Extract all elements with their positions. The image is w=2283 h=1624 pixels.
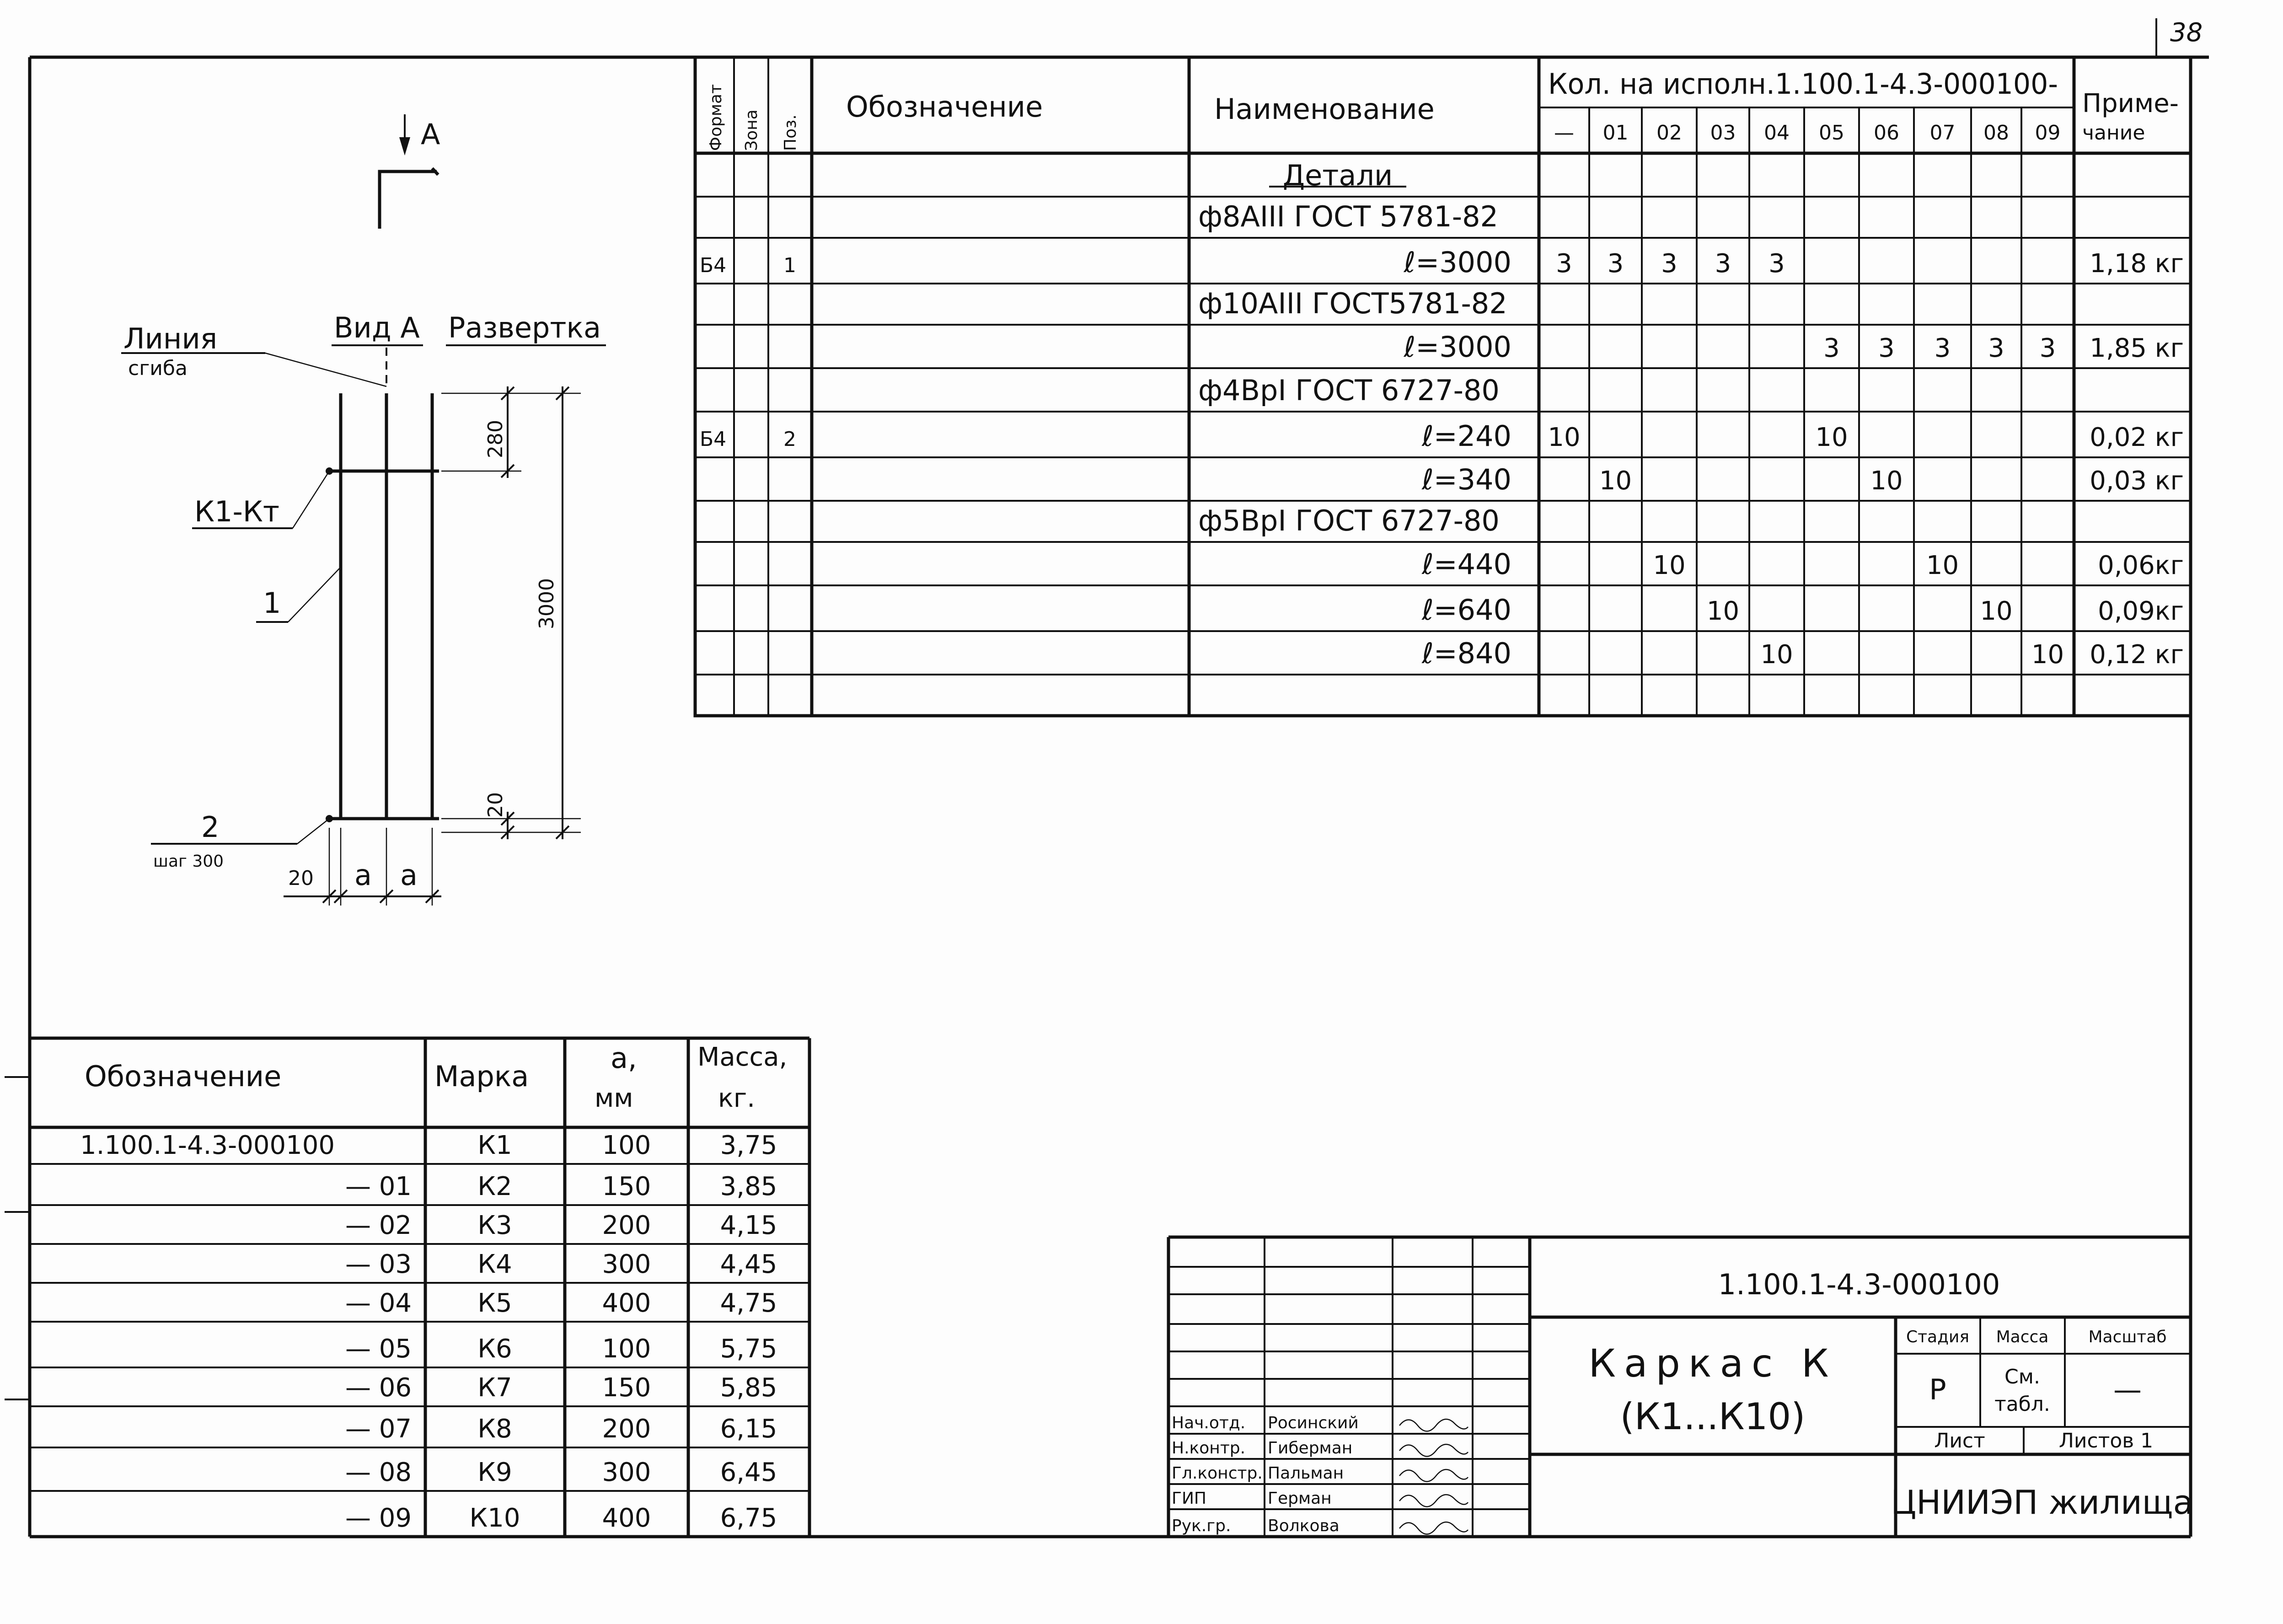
spec-row — [700, 419, 2184, 453]
spec-qty: 3 — [1823, 333, 1840, 363]
spec-qty: 3 — [1769, 249, 1785, 279]
signature-mark — [1399, 1522, 1468, 1534]
signer-name: Росинский — [1268, 1414, 1359, 1432]
position-1-label: 1 — [263, 586, 281, 620]
signer-row — [1172, 1439, 1468, 1458]
marks-a: 300 — [602, 1458, 651, 1487]
spec-name: ℓ=340 — [1422, 463, 1511, 496]
marks-mark: К10 — [469, 1503, 520, 1533]
spec-row — [1198, 200, 1498, 233]
spec-qty: 3 — [1878, 333, 1895, 363]
bend-line-label-2: сгиба — [128, 357, 188, 380]
spec-qty: 3 — [1715, 249, 1731, 279]
spec-row — [1404, 330, 2184, 364]
header-designation: Обозначение — [846, 90, 1043, 123]
marks-designation: — 02 — [345, 1211, 412, 1240]
marks-mass: 6,75 — [720, 1503, 777, 1533]
stage-value: Р — [1929, 1373, 1946, 1406]
title-block — [1168, 1237, 2193, 1537]
spec-note: 1,85 кг — [2090, 333, 2184, 363]
sheet-number: 38 — [2170, 18, 2203, 48]
marks-mass: 6,45 — [720, 1458, 777, 1487]
exec-col-header: 07 — [1929, 121, 1956, 145]
exec-col-header: 06 — [1874, 121, 1899, 145]
view-label: А — [421, 118, 440, 151]
spec-name: ℓ=240 — [1422, 419, 1511, 453]
marks-a: 300 — [602, 1249, 651, 1279]
exec-col-header: 04 — [1764, 121, 1790, 145]
document-number: 1.100.1-4.3-000100 — [1718, 1268, 2000, 1301]
dim-total: 3000 — [535, 578, 558, 629]
header-format: Формат — [707, 84, 725, 151]
marks-designation: — 07 — [345, 1414, 412, 1444]
signature-mark — [1399, 1469, 1468, 1481]
spec-name: ф5ВрI ГОСТ 6727-80 — [1198, 504, 1500, 537]
spec-qty: 10 — [1706, 596, 1740, 626]
marks-a: 100 — [602, 1334, 651, 1364]
unfold-caption: Развертка — [448, 311, 601, 344]
signer-row — [1172, 1489, 1468, 1508]
marks-mark: К2 — [477, 1172, 512, 1201]
spec-note: 0,09кг — [2098, 596, 2184, 626]
marks-mark: К1 — [477, 1131, 512, 1160]
marks-row — [345, 1503, 777, 1533]
dim-a-2: a — [400, 858, 418, 892]
spec-pos: 1 — [783, 254, 796, 277]
signer-row — [1172, 1464, 1468, 1483]
spec-row — [1421, 463, 2184, 496]
marks-row — [345, 1249, 777, 1279]
signature-mark — [1399, 1419, 1468, 1431]
spec-qty: 3 — [1607, 249, 1624, 279]
drawing-subtitle: (К1...К10) — [1620, 1395, 1806, 1438]
spec-name: ф10АIII ГОСТ5781-82 — [1198, 287, 1507, 320]
spec-name: Детали — [1282, 159, 1393, 192]
scale-value: — — [2113, 1373, 2142, 1406]
spec-row — [1421, 547, 2184, 581]
signature-mark — [1399, 1495, 1468, 1506]
marks-mass: 4,45 — [720, 1249, 777, 1279]
sheet-frame — [5, 18, 2209, 1537]
exec-col-header: 05 — [1819, 121, 1844, 145]
spec-qty: 3 — [1661, 249, 1677, 279]
marks-a: 150 — [602, 1373, 651, 1403]
view-arrow-icon — [399, 137, 410, 155]
drawing-title: Каркас К — [1588, 1341, 1837, 1386]
marks-a: 100 — [602, 1131, 651, 1160]
marks-designation: — 04 — [345, 1288, 412, 1318]
marks-header-mark: Марка — [434, 1060, 529, 1093]
exec-col-header: 03 — [1710, 121, 1736, 145]
marks-designation: — 06 — [345, 1373, 412, 1403]
spec-row — [1421, 593, 2184, 627]
marks-mass: 4,75 — [720, 1288, 777, 1318]
header-pos: Поз. — [781, 114, 800, 151]
header-qty: Кол. на исполн.1.100.1-4.3-000100- — [1548, 67, 2058, 101]
marks-a: 200 — [602, 1211, 651, 1240]
organization: ЦНИИЭП жилища — [1891, 1483, 2193, 1522]
marks-header-a: a, — [611, 1041, 637, 1075]
specification-table — [695, 57, 2191, 716]
signer-row — [1172, 1414, 1468, 1432]
spec-row — [1198, 374, 1500, 407]
header-name: Наименование — [1214, 92, 1435, 126]
marks-designation: 1.100.1-4.3-000100 — [80, 1131, 335, 1160]
marks-header-designation: Обозначение — [85, 1060, 282, 1093]
signer-name: Пальман — [1268, 1464, 1344, 1483]
header-zone: Зона — [742, 109, 761, 151]
spec-note: 1,18 кг — [2090, 249, 2184, 279]
spec-pos: 2 — [783, 428, 796, 451]
spec-row — [700, 246, 2184, 279]
exec-col-header: 01 — [1602, 121, 1629, 145]
spec-qty: 3 — [1988, 333, 2004, 363]
marks-mass: 5,85 — [720, 1373, 777, 1403]
spec-qty: 3 — [1556, 249, 1572, 279]
spec-qty: 10 — [2031, 640, 2064, 670]
marks-header-a-unit: мм — [595, 1083, 633, 1113]
scale-label: Масштаб — [2088, 1328, 2167, 1346]
spec-row — [1198, 504, 1500, 537]
mass-label: Масса — [1996, 1328, 2049, 1346]
spec-name: ℓ=640 — [1422, 593, 1511, 627]
mass-value-1: См. — [2004, 1365, 2040, 1388]
signer-role: Рук.гр. — [1172, 1517, 1231, 1535]
marks-a: 200 — [602, 1414, 651, 1444]
marks-designation: — 01 — [345, 1172, 412, 1201]
spec-qty: 10 — [1870, 466, 1903, 496]
spec-qty: 10 — [1926, 551, 1959, 580]
header-note-1: Приме- — [2082, 89, 2179, 118]
spec-format: Б4 — [700, 254, 727, 277]
spec-name: ℓ=3000 — [1404, 330, 1511, 364]
marks-row — [345, 1172, 777, 1201]
weld-label: К1-Кт — [194, 495, 279, 528]
marks-mark: К3 — [477, 1211, 512, 1240]
signer-role: Гл.констр. — [1172, 1464, 1263, 1483]
marks-mark: К7 — [477, 1373, 512, 1403]
marks-row — [80, 1131, 777, 1160]
dim-bottom: 20 — [484, 792, 507, 818]
marks-row — [345, 1288, 777, 1318]
spec-row — [1198, 287, 1507, 320]
signer-name: Волкова — [1268, 1517, 1340, 1535]
spec-note: 0,03 кг — [2090, 466, 2184, 496]
spec-note: 0,02 кг — [2090, 423, 2184, 452]
spec-note: 0,06кг — [2098, 551, 2184, 580]
bend-line-label: Линия — [123, 322, 218, 355]
step-label: шаг 300 — [153, 852, 224, 871]
marks-mass: 6,15 — [720, 1414, 777, 1444]
marks-mass: 3,75 — [720, 1131, 777, 1160]
marks-mark: К5 — [477, 1288, 512, 1318]
marks-a: 400 — [602, 1288, 651, 1318]
rebar-sketch — [121, 114, 606, 906]
marks-header-mass-unit: кг. — [718, 1083, 756, 1113]
marks-mark: К6 — [477, 1334, 512, 1364]
sheets-label: Листов 1 — [2058, 1429, 2154, 1452]
marks-mass: 3,85 — [720, 1172, 777, 1201]
exec-col-header: 02 — [1656, 121, 1682, 145]
marks-designation: — 09 — [345, 1503, 412, 1533]
marks-mark: К8 — [477, 1414, 512, 1444]
spec-name: ф4ВрI ГОСТ 6727-80 — [1198, 374, 1500, 407]
marks-row — [345, 1334, 777, 1364]
mass-value-2: табл. — [1994, 1393, 2050, 1416]
marks-designation: — 03 — [345, 1249, 412, 1279]
marks-a: 150 — [602, 1172, 651, 1201]
exec-col-header: 09 — [2035, 121, 2061, 145]
stage-label: Стадия — [1906, 1328, 1970, 1346]
spec-name: ℓ=840 — [1422, 637, 1511, 670]
spec-qty: 10 — [1815, 423, 1848, 452]
spec-qty: 3 — [1934, 333, 1951, 363]
spec-qty: 10 — [1653, 551, 1686, 580]
marks-a: 400 — [602, 1503, 651, 1533]
spec-name: ф8АIII ГОСТ 5781-82 — [1198, 200, 1498, 233]
signer-role: Н.контр. — [1172, 1439, 1246, 1458]
spec-qty: 10 — [1599, 466, 1632, 496]
signature-mark — [1399, 1444, 1468, 1456]
exec-col-header: — — [1554, 121, 1574, 145]
header-note-2: чание — [2082, 121, 2145, 145]
spec-qty: 10 — [1760, 640, 1793, 670]
spec-format: Б4 — [700, 428, 727, 451]
position-2-label: 2 — [201, 810, 220, 844]
spec-name: ℓ=440 — [1422, 547, 1511, 581]
view-a-caption: Вид А — [334, 311, 420, 344]
marks-row — [345, 1414, 777, 1444]
signer-row — [1172, 1517, 1468, 1535]
spec-note: 0,12 кг — [2090, 640, 2184, 670]
dim-left: 20 — [288, 867, 314, 890]
spec-qty: 3 — [2039, 333, 2056, 363]
marks-header-mass: Масса, — [697, 1042, 788, 1072]
marks-designation: — 08 — [345, 1458, 412, 1487]
sheet-label: Лист — [1934, 1429, 1985, 1452]
dim-a-1: a — [354, 858, 372, 892]
marks-table — [30, 1038, 809, 1537]
marks-designation: — 05 — [345, 1334, 412, 1364]
marks-mass: 4,15 — [720, 1211, 777, 1240]
signer-role: ГИП — [1172, 1489, 1206, 1508]
signer-name: Герман — [1268, 1489, 1332, 1508]
marks-mass: 5,75 — [720, 1334, 777, 1364]
spec-qty: 10 — [1980, 596, 2013, 626]
exec-col-header: 08 — [1983, 121, 2009, 145]
marks-mark: К4 — [477, 1249, 512, 1279]
dim-top: 280 — [484, 420, 507, 458]
marks-row — [345, 1458, 777, 1487]
marks-mark: К9 — [477, 1458, 512, 1487]
spec-qty: 10 — [1548, 423, 1581, 452]
spec-name: ℓ=3000 — [1404, 246, 1511, 279]
spec-row — [1421, 637, 2184, 670]
signer-role: Нач.отд. — [1172, 1414, 1246, 1432]
marks-row — [345, 1373, 777, 1403]
signer-name: Гиберман — [1268, 1439, 1353, 1458]
marks-row — [345, 1211, 777, 1240]
